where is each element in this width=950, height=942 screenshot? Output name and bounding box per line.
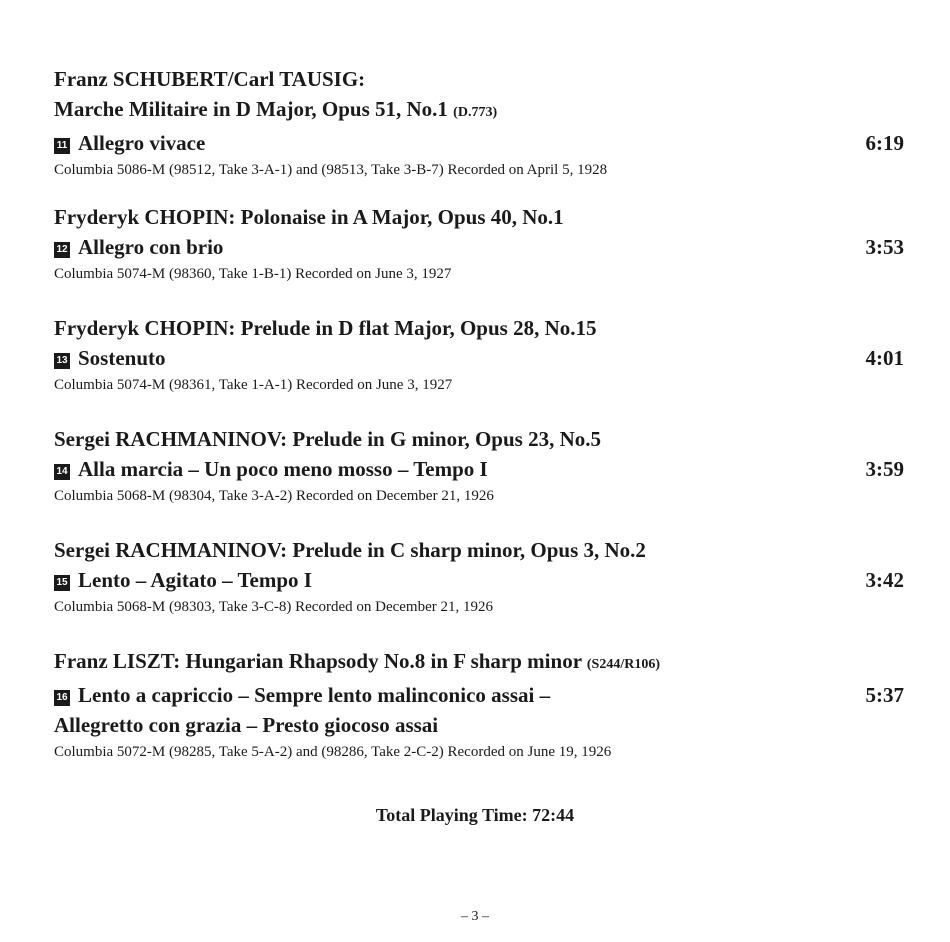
movement-title: Allegro vivace xyxy=(78,131,206,155)
track-number-badge: 14 xyxy=(54,464,70,480)
track-entry xyxy=(54,64,904,181)
movement-row xyxy=(54,454,904,484)
movement-title-continued: Allegretto con grazia – Presto giocoso assai xyxy=(54,713,439,737)
recording-details: Columbia 5086-M (98512, Take 3-A-1) and (98513, Take 3-B-7) Recorded on April 5, 1928 xyxy=(54,162,608,178)
movement-title: Lento – Agitato – Tempo I xyxy=(78,568,312,592)
composer-title: Fryderyk CHOPIN: Prelude in D flat Major, Opus 28, No.15 xyxy=(54,316,597,340)
track-duration: 3:42 xyxy=(865,568,904,592)
movement-row xyxy=(54,680,904,710)
total-playing-time: Total Playing Time: 72:44 xyxy=(375,805,575,825)
composer-title: Franz SCHUBERT/Carl TAUSIG: xyxy=(54,67,366,91)
track-entry xyxy=(54,202,904,285)
track-number-badge: 11 xyxy=(54,138,70,154)
composer-title xyxy=(54,646,904,680)
track-number-badge: 15 xyxy=(54,575,70,591)
recording-details: Columbia 5074-M (98361, Take 1-A-1) Recorded on June 3, 1927 xyxy=(54,377,453,393)
movement-title: Allegro con brio xyxy=(78,235,224,259)
track-duration: 6:19 xyxy=(865,131,904,155)
track-duration: 3:53 xyxy=(865,235,904,259)
composer-title: Sergei RACHMANINOV: Prelude in G minor, Opus 23, No.5 xyxy=(54,427,601,451)
movement-title: Lento a capriccio – Sempre lento malinconico assai – xyxy=(78,683,551,707)
recording-details: Columbia 5072-M (98285, Take 5-A-2) and (98286, Take 2-C-2) Recorded on June 19, 1926 xyxy=(54,744,612,760)
catalog-number: (D.773) xyxy=(453,105,498,120)
work-title xyxy=(54,94,904,128)
track-entry xyxy=(54,646,904,763)
page-number: – 3 – xyxy=(461,909,489,924)
composer-title: Sergei RACHMANINOV: Prelude in C sharp minor, Opus 3, No.2 xyxy=(54,538,646,562)
work-title-text: Marche Militaire in D Major, Opus 51, No.1 xyxy=(54,97,448,121)
track-entry xyxy=(54,313,904,396)
recording-details: Columbia 5068-M (98303, Take 3-C-8) Recorded on December 21, 1926 xyxy=(54,599,493,615)
movement-row xyxy=(54,343,904,373)
recording-details: Columbia 5068-M (98304, Take 3-A-2) Recorded on December 21, 1926 xyxy=(54,488,494,504)
track-entry xyxy=(54,535,904,618)
track-number-badge: 13 xyxy=(54,353,70,369)
composer-title: Fryderyk CHOPIN: Polonaise in A Major, Opus 40, No.1 xyxy=(54,205,564,229)
track-number-badge: 12 xyxy=(54,242,70,258)
track-number-badge: 16 xyxy=(54,690,70,706)
recording-details: Columbia 5074-M (98360, Take 1-B-1) Recorded on June 3, 1927 xyxy=(54,266,452,282)
movement-title: Sostenuto xyxy=(78,346,166,370)
catalog-number: (S244/R106) xyxy=(586,657,661,672)
track-duration: 5:37 xyxy=(865,683,904,707)
movement-title: Alla marcia – Un poco meno mosso – Tempo I xyxy=(78,457,488,481)
movement-row xyxy=(54,565,904,595)
movement-row-continued xyxy=(54,710,904,740)
track-duration: 4:01 xyxy=(865,346,904,370)
movement-row xyxy=(54,232,904,262)
track-entry xyxy=(54,424,904,507)
movement-row xyxy=(54,128,904,158)
composer-title-text: Franz LISZT: Hungarian Rhapsody No.8 in F sharp minor xyxy=(54,649,582,673)
track-duration: 3:59 xyxy=(865,457,904,481)
